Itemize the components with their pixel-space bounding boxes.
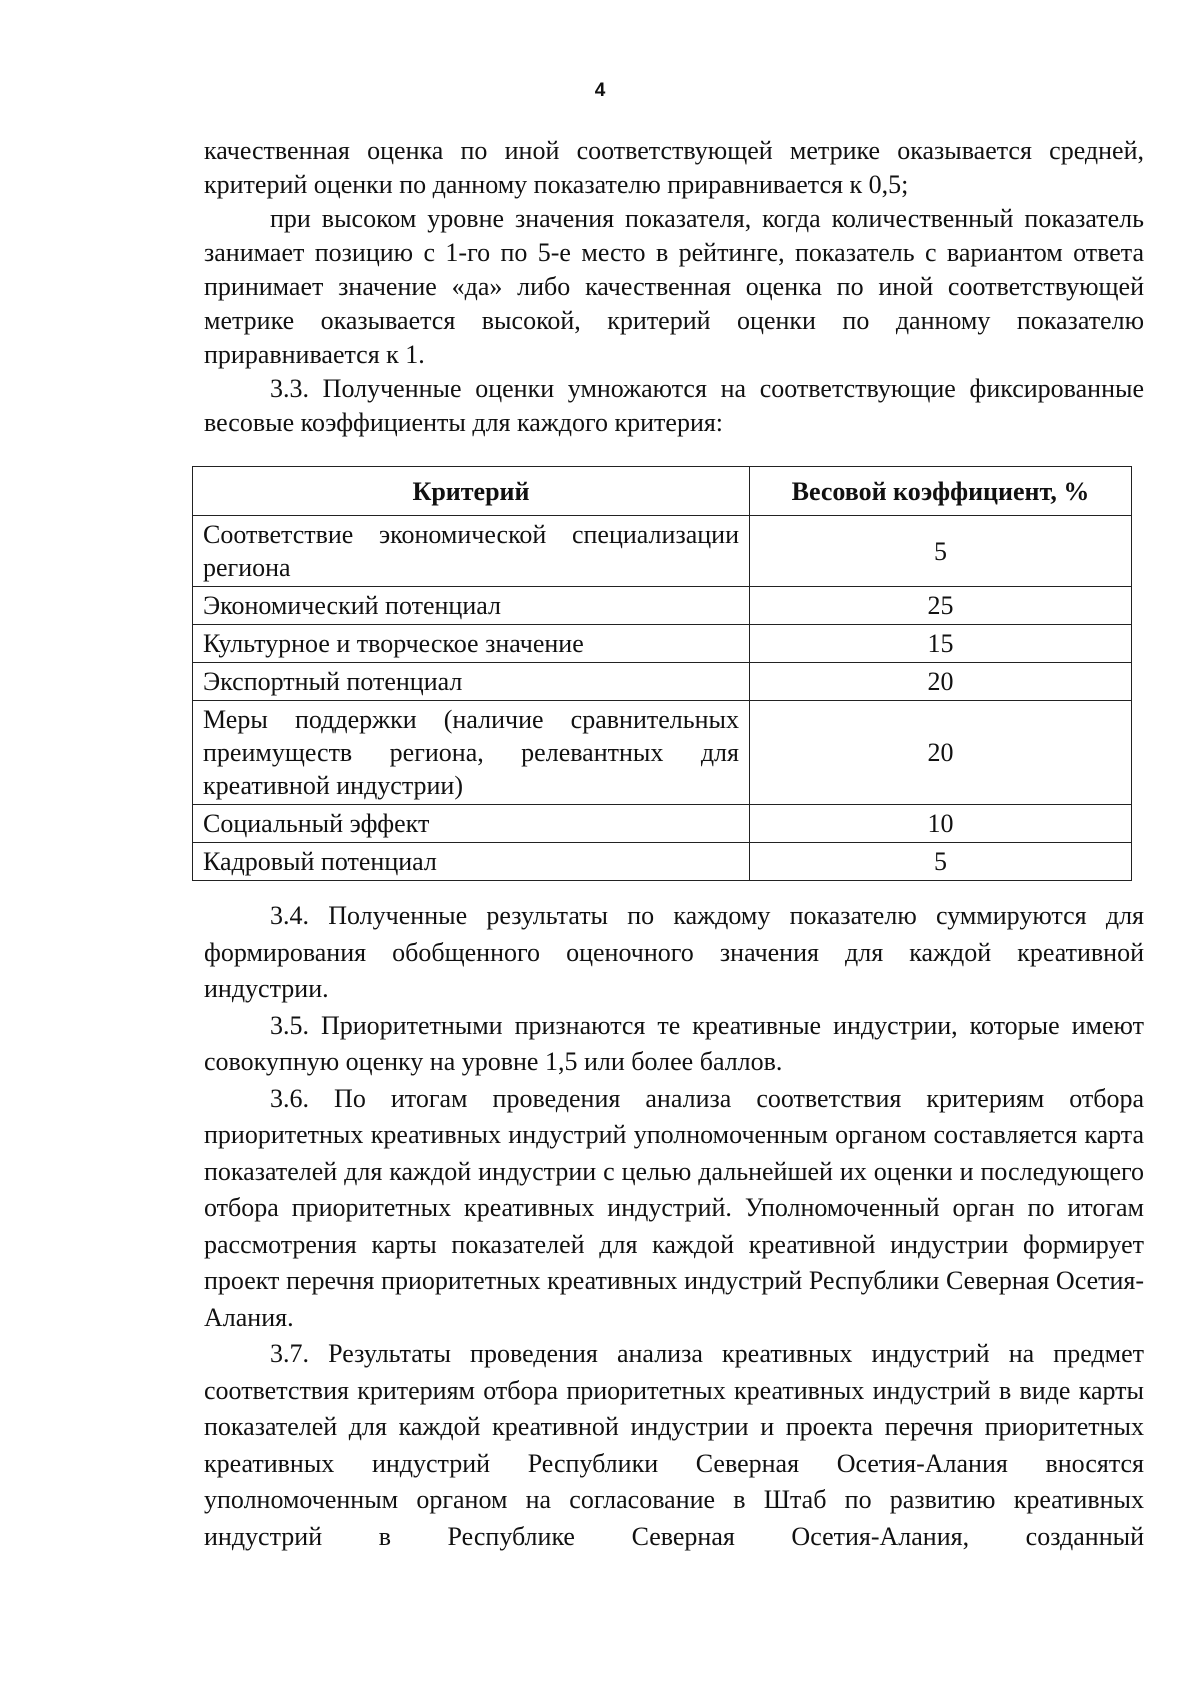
table-row: [193, 805, 1132, 843]
page-number: 4: [594, 80, 606, 101]
weight-cell: 15: [750, 625, 1132, 663]
weight-cell: 25: [750, 587, 1132, 625]
paragraph-3-3: 3.3. Полученные оценки умножаются на соответствующие фиксированные весовые коэффициенты для каждого критерия:: [204, 374, 1144, 437]
criterion-cell: Кадровый потенциал: [193, 843, 750, 881]
criteria-weights-table: [192, 466, 1132, 881]
criterion-cell: Социальный эффект: [193, 805, 750, 843]
weight-cell: 5: [750, 516, 1132, 587]
paragraph-intro-2: при высоком уровне значения показателя, когда количественный показатель занимает позицию с 1-го по 5-е место в рейтинге, показатель с вариантом ответа принимает значение «да» либо качественная оценка по иной соответствующей метрике оказывается высокой, критерий оценки по данному показателю приравнивается к 1.: [204, 204, 1144, 369]
weight-cell: 20: [750, 663, 1132, 701]
table-row: [193, 587, 1132, 625]
intro-section: [204, 134, 1144, 440]
table-row: [193, 663, 1132, 701]
criterion-cell: Экспортный потенциал: [193, 663, 750, 701]
header-weight: Весовой коэффициент, %: [750, 467, 1132, 516]
weight-cell: 20: [750, 701, 1132, 805]
table-row: [193, 701, 1132, 805]
paragraph-3-6: 3.6. По итогам проведения анализа соответствия критериям отбора приоритетных креативных индустрий уполномоченным органом составляется карта показателей для каждой индустрии с целью дальнейшей их оценки и последующего отбора приоритетных креативных индустрий. Уполномоченный орган по итогам рассмотрения карты показателей для каждой креативной индустрии формирует проект перечня приоритетных креативных индустрий Республики Северная Осетия-Алания.: [204, 1083, 1144, 1332]
criterion-cell: Культурное и творческое значение: [193, 625, 750, 663]
table-row: [193, 843, 1132, 881]
criterion-cell: Экономический потенциал: [193, 587, 750, 625]
criterion-cell: Меры поддержки (наличие сравнительных преимуществ региона, релевантных для креативной индустрии): [193, 701, 750, 805]
paragraph-intro-1: качественная оценка по иной соответствующей метрике оказывается средней, критерий оценки по данному показателю приравнивается к 0,5;: [204, 136, 1144, 199]
paragraph-3-5: 3.5. Приоритетными признаются те креативные индустрии, которые имеют совокупную оценку на уровне 1,5 или более баллов.: [204, 1010, 1144, 1076]
weight-cell: 10: [750, 805, 1132, 843]
table-row: [193, 625, 1132, 663]
paragraph-3-4: 3.4. Полученные результаты по каждому показателю суммируются для формирования обобщенного оценочного значения для каждой креативной индустрии.: [204, 901, 1144, 1003]
weight-cell: 5: [750, 843, 1132, 881]
table-header-row: [193, 467, 1132, 516]
paragraph-3-7: 3.7. Результаты проведения анализа креативных индустрий на предмет соответствия критериям отбора приоритетных креативных индустрий в виде карты показателей для каждой креативной индустрии и проекта перечня приоритетных креативных индустрий Республики Северная Осетия-Алания вносятся уполномоченным органом на согласование в Штаб по развитию креативных индустрий в Республике Северная Осетия-Алания, созданный: [204, 1339, 1144, 1551]
body-section: [204, 898, 1144, 1555]
table-row: [193, 516, 1132, 587]
criterion-cell: Соответствие экономической специализации региона: [193, 516, 750, 587]
header-criterion: Критерий: [193, 467, 750, 516]
